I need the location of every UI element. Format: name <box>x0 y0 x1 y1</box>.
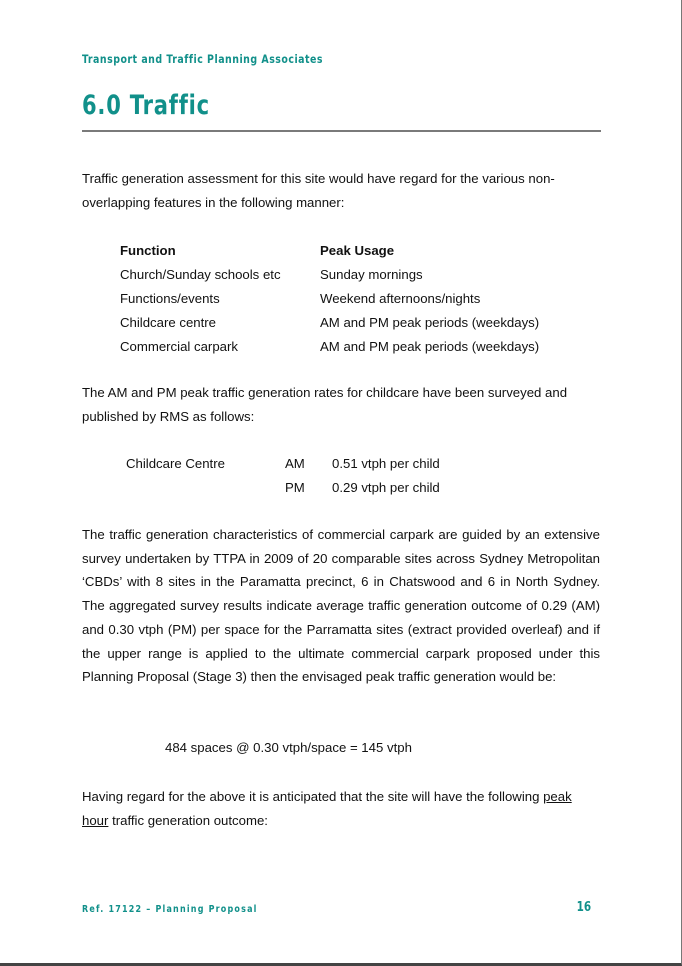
table-row <box>120 262 539 286</box>
rate-period-am: AM <box>285 456 305 471</box>
function-cell: Childcare centre <box>120 314 217 330</box>
function-cell: Functions/events <box>120 290 220 306</box>
closing-text-end: traffic generation outcome: <box>108 812 268 828</box>
peak-hour-emphasis: peak hour <box>82 789 572 828</box>
intro-line-1: Traffic generation assessment for this site would have regard for the various non- <box>82 171 555 186</box>
rate-category-label: Childcare Centre <box>126 456 225 471</box>
peak-usage-cell: Weekend afternoons/nights <box>320 290 481 306</box>
footer-reference: Ref. 17122 – Planning Proposal <box>82 904 258 915</box>
rate-value-am: 0.51 vtph per child <box>332 456 440 471</box>
rate-period-pm: PM <box>285 480 305 495</box>
title-divider <box>82 130 601 132</box>
page-number: 16 <box>576 900 591 915</box>
closing-paragraph <box>82 785 600 832</box>
peak-usage-cell: AM and PM peak periods (weekdays) <box>320 338 540 354</box>
header-firm-name: Transport and Traffic Planning Associates <box>82 52 324 66</box>
childcare-line-1: The AM and PM peak traffic generation rates for childcare have been surveyed and <box>82 385 568 400</box>
table-row <box>120 286 539 310</box>
carpark-paragraph: The traffic generation characteristics of commercial carpark are guided by an extensive survey undertaken by TTPA in 2009 of 20 comparable sites across Sydney Metropolitan ‘CBDs’ with 8 sites in the Paramatta precinct, 6 in Chatswood and 6 in North Sydney. The aggregated survey results indicate average traffic generation outcome of 0.29 (AM) and 0.30 vtph (PM) per space for the Parramatta sites (extract provided overleaf) and if the upper range is applied to the ultimate commercial carpark proposed under this Planning Proposal (Stage 3) then the envisaged peak traffic generation would be: <box>82 527 600 685</box>
table-header-row <box>120 238 539 262</box>
childcare-line-2: published by RMS as follows: <box>82 408 255 424</box>
header-function: Function <box>120 242 176 258</box>
intro-line-2: overlapping features in the following manner: <box>82 194 345 210</box>
function-cell: Church/Sunday schools etc <box>120 266 281 282</box>
function-cell: Commercial carpark <box>120 338 238 354</box>
function-usage-table <box>120 238 539 358</box>
table-row <box>120 310 539 334</box>
header-peak-usage: Peak Usage <box>320 242 395 258</box>
peak-usage-cell: Sunday mornings <box>320 266 423 282</box>
childcare-rates-paragraph <box>82 381 600 428</box>
section-title: 6.0 Traffic <box>82 90 210 121</box>
peak-usage-cell: AM and PM peak periods (weekdays) <box>320 314 540 330</box>
rate-value-pm: 0.29 vtph per child <box>332 480 440 495</box>
intro-paragraph <box>82 167 600 214</box>
closing-text-start: Having regard for the above it is anticipated that the site will have the following <box>82 789 544 804</box>
traffic-formula: 484 spaces @ 0.30 vtph/space = 145 vtph <box>165 740 412 755</box>
table-row <box>120 334 539 358</box>
